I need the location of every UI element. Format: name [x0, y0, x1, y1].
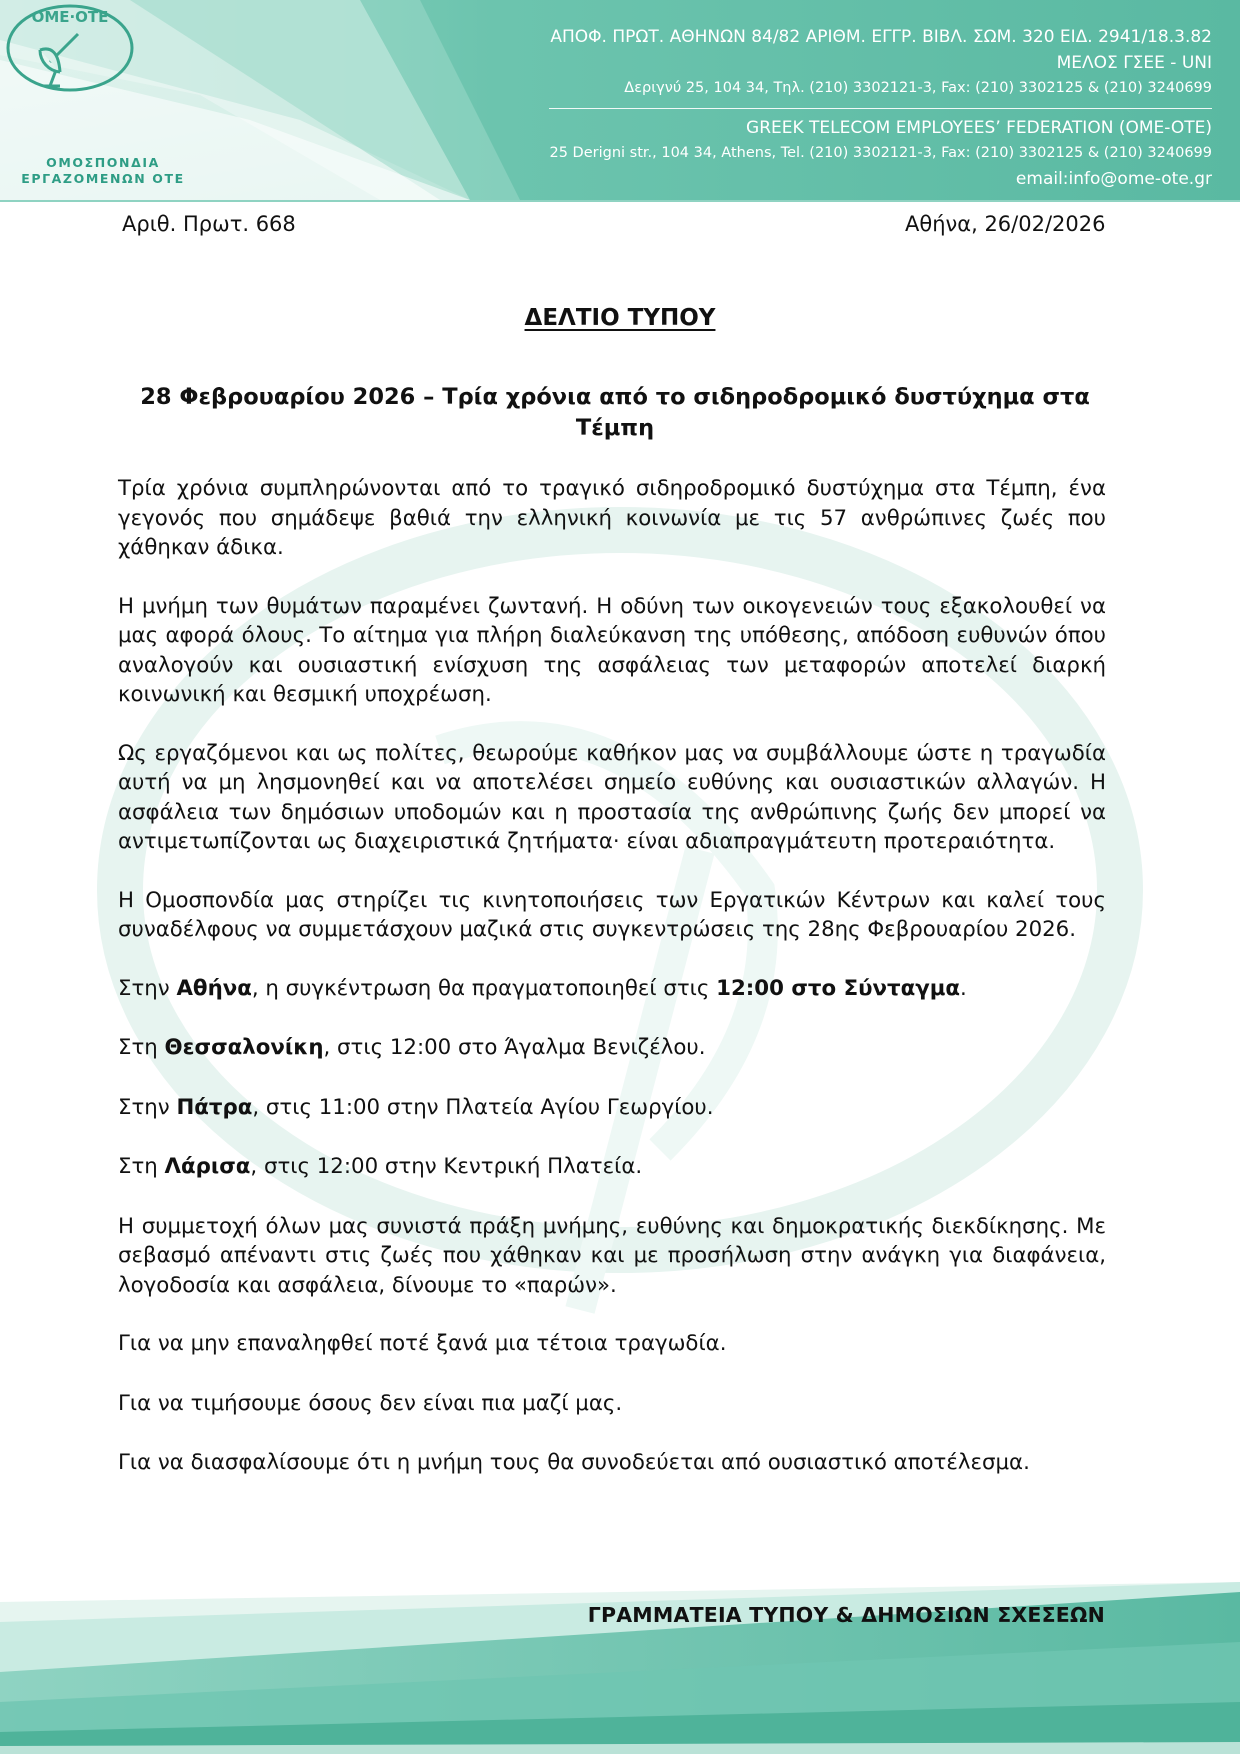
federation-logo [0, 0, 140, 130]
subtitle-line2: Τέμπη [575, 415, 655, 441]
paragraph-participation: Η συμμετοχή όλων μας συνιστά πράξη μνήμης, ευθύνης και δημοκρατικής διεκδίκησης. Με σεβασμό απέναντι στις ζωές που χάθηκαν και με προσήλωση στην ανάγκη για διαφάνεια, λογοδοσία και ασφάλεια, δίνουμε το «παρών». [118, 1213, 1106, 1298]
paragraph-memory: Η μνήμη των θυμάτων παραμένει ζωντανή. Η οδύνη των οικογενειών τους εξακολουθεί να μας αφορά όλους. Το αίτημα για πλήρη διαλεύκανση της υπόθεσης, απόδοση ευθυνών όπου αναλογούν και ουσιαστική ενίσχυση της ασφάλειας των μεταφορών αποτελεί διαρκή κοινωνική και θεσμική υποχρέωση. [118, 593, 1106, 707]
rally-patra-details: , στις 11:00 στην Πλατεία Αγίου Γεωργίου. [252, 1094, 714, 1120]
protocol-number: Αριθ. Πρωτ. 668 [122, 212, 296, 236]
rally-thessaloniki-details: , στις 12:00 στο Άγαλμα Βενιζέλου. [323, 1035, 706, 1060]
closing-line-3: Για να διασφαλίσουμε ότι η μνήμη τους θα συνοδεύεται από ουσιαστικό αποτέλεσμα. [118, 1450, 1030, 1475]
closing-line-2: Για να τιμήσουμε όσους δεν είναι πια μαζί μας. [118, 1390, 623, 1416]
federation-name [18, 155, 188, 187]
federation-name-line2: ΕΡΓΑΖΟΜΕΝΩΝ ΟΤΕ [21, 171, 185, 186]
email-line: email:info@ome-ote.gr [1015, 169, 1212, 189]
rally-larisa-city: Λάρισα [164, 1154, 251, 1179]
signature-department: ΓΡΑΜΜΑΤΕΙΑ ΤΥΠΟΥ & ΔΗΜΟΣΙΩΝ ΣΧΕΣΕΩΝ [587, 1603, 1105, 1627]
paragraph-duty: Ως εργαζόμενοι και ως πολίτες, θεωρούμε καθήκον μας να συμβάλλουμε ώστε η τραγωδία αυτή να μη λησμονηθεί και να αποτελέσει σημείο ευθύνης και ουσιαστικών αλλαγών. Η ασφάλεια των δημόσιων υποδομών και η προστασία της ανθρώπινης ζωής δεν μπορεί να αντιμετωπίζονται ως διαχειριστικά ζητήματα· είναι αδιαπραγμάτευτη προτεραιότητα. [118, 740, 1106, 854]
rally-patra-city: Πάτρα [176, 1094, 253, 1120]
rally-larisa-prefix: Στη [118, 1154, 165, 1179]
press-release-title: ΔΕΛΤΙΟ ΤΥΠΟΥ [524, 305, 716, 331]
english-address-line: 25 Derigni str., 104 34, Athens, Tel. (210) 3302121-3, Fax: (210) 3302125 & (210) 3240699 [549, 145, 1212, 161]
press-release-body [118, 474, 1106, 1508]
rally-patra [118, 1093, 1106, 1123]
rally-athens-prefix: Στην [118, 975, 177, 1001]
english-federation-name: GREEK TELECOM EMPLOYEES’ FEDERATION (OME-OTE) [746, 118, 1212, 138]
rally-athens-city: Αθήνα [176, 975, 252, 1001]
paragraph-support: Η Ομοσπονδία μας στηρίζει τις κινητοποιήσεις των Εργατικών Κέντρων και καλεί τους συναδέλφους να συμμετάσχουν μαζικά στις συγκεντρώσεις της 28ης Φεβρουαρίου 2026. [118, 887, 1106, 942]
rally-thessaloniki-city: Θεσσαλονίκη [164, 1035, 324, 1060]
letterhead-header [0, 0, 1240, 205]
subtitle-line1: 28 Φεβρουαρίου 2026 – Τρία χρόνια από το σιδηροδρομικό δυστύχημα στα [140, 384, 1090, 410]
rally-larisa-details: , στις 12:00 στην Κεντρική Πλατεία. [250, 1154, 643, 1179]
header-contact-block [549, 24, 1212, 193]
rally-athens-time-place: 12:00 στο Σύνταγμα [716, 975, 961, 1001]
rally-patra-prefix: Στην [118, 1094, 177, 1120]
rally-athens-middle: , η συγκέντρωση θα πραγματοποιηθεί στις [251, 975, 717, 1001]
federation-name-line1: ΟΜΟΣΠΟΝΔΙΑ [46, 155, 160, 170]
closing-line-1: Για να μην επαναληφθεί ποτέ ξανά μια τέτοια τραγωδία. [118, 1331, 727, 1356]
rally-thessaloniki-prefix: Στη [118, 1035, 165, 1060]
logo-text: ΟΜΕ·ΟΤΕ [31, 8, 109, 26]
place-and-date: Αθήνα, 26/02/2026 [905, 212, 1106, 236]
rally-athens-suffix: . [960, 975, 967, 1001]
rally-thessaloniki [118, 1033, 1106, 1063]
press-release-subtitle [125, 382, 1105, 444]
membership-line: ΜΕΛΟΣ ΓΣΕΕ - UNI [1056, 53, 1212, 73]
paragraph-intro: Τρία χρόνια συμπληρώνονται από το τραγικό σιδηροδρομικό δυστύχημα στα Τέμπη, ένα γεγονός που σημάδεψε βαθιά την ελληνική κοινωνία με τις 57 ανθρώπινες ζωές που χάθηκαν άδικα. [118, 476, 1106, 560]
registration-line: ΑΠΟΦ. ΠΡΩΤ. ΑΘΗΝΩΝ 84/82 ΑΡΙΘΜ. ΕΓΓΡ. ΒΙΒΛ. ΣΩΜ. 320 ΕΙΔ. 2941/18.3.82 [550, 27, 1212, 47]
rally-athens [118, 974, 1106, 1004]
greek-address-line: Δεριγνύ 25, 104 34, Τηλ. (210) 3302121-3, Fax: (210) 3302125 & (210) 3240699 [549, 76, 1212, 109]
rally-larisa [118, 1152, 1106, 1182]
